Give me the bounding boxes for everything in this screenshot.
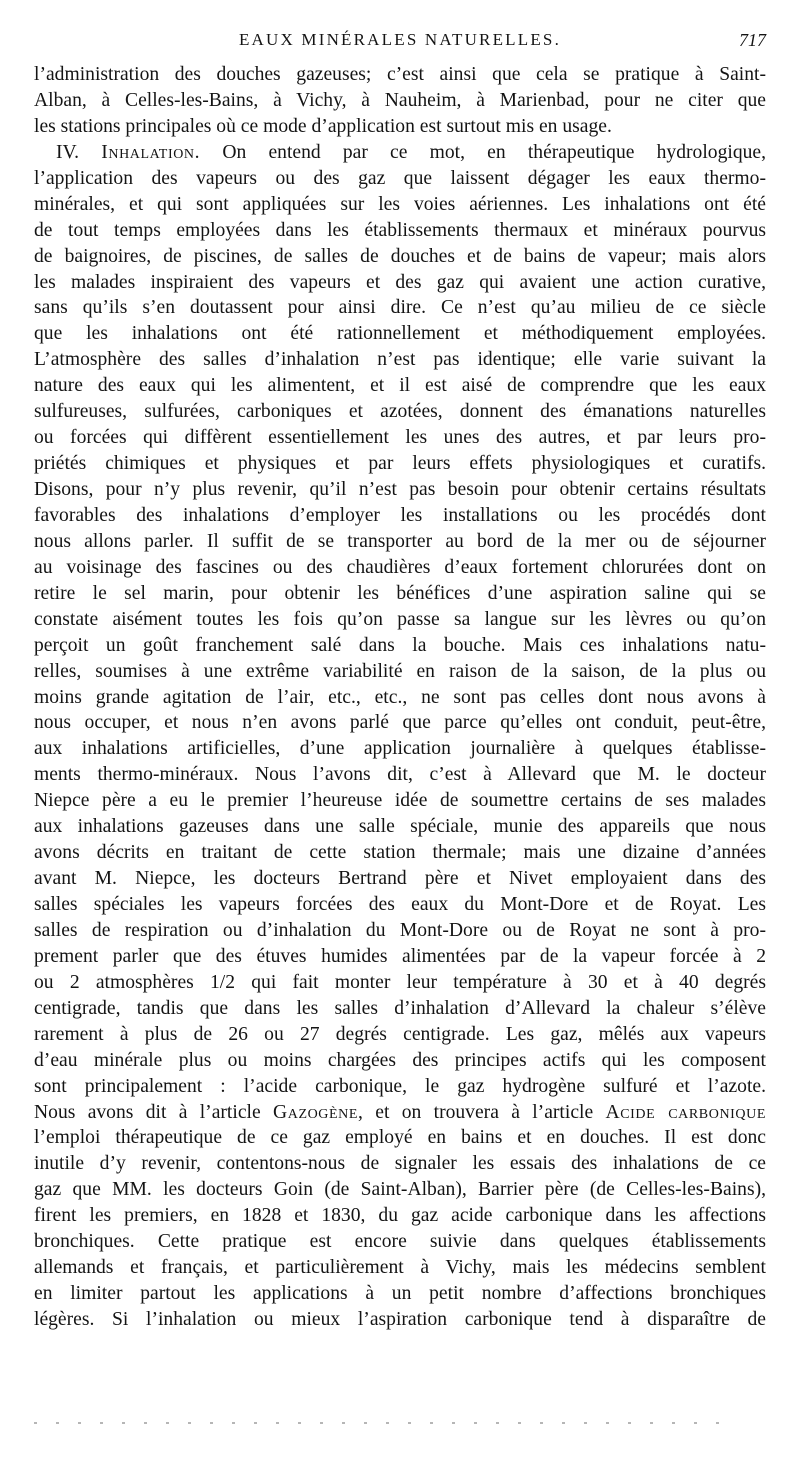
text-line: priétés chimiques et physiques et par leurs effets physiologiques et curatifs. xyxy=(34,453,766,475)
text-line: perçoit un goût franchement salé dans la bouche. Mais ces inhalations natu- xyxy=(34,634,766,656)
text-line: sont principalement : l’acide carbonique, le gaz hydrogène sulfuré et l’azote. xyxy=(34,1075,766,1097)
text-line: gaz que MM. les docteurs Goin (de Saint-Alban), Barrier père (de Celles-les-Bains), xyxy=(34,1179,766,1201)
text-line: l’emploi thérapeutique de ce gaz employé en bains et en douches. Il est donc xyxy=(34,1127,766,1149)
text-line: de baignoires, de piscines, de salles de douches et de bains de vapeur; mais alors xyxy=(34,245,766,267)
section-number: IV. xyxy=(56,141,80,163)
cross-reference-term: Gazogène xyxy=(272,1101,359,1123)
text-line: constate aisément toutes les fois qu’on passe sa langue sur les lèvres ou qu’on xyxy=(34,608,766,630)
text-line: moins grande agitation de l’air, etc., etc., ne sont pas celles dont nous avons à xyxy=(34,686,766,708)
text-line: sulfureuses, sulfurées, carboniques et azotées, donnent des émanations naturelles xyxy=(34,401,766,423)
text-line: que les inhalations ont été rationnellement et méthodiquement employées. xyxy=(34,323,766,345)
text-line: bronchiques. Cette pratique est encore suivie dans quelques établissements xyxy=(34,1231,766,1253)
text-line: centigrade, tandis que dans les salles d’inhalation d’Allevard la chaleur s’élève xyxy=(34,997,766,1019)
text-line: minérales, et qui sont appliquées sur les voies aériennes. Les inhalations ont été xyxy=(34,193,766,215)
text-line: ou 2 atmosphères 1/2 qui fait monter leur température à 30 et à 40 degrés xyxy=(34,971,766,993)
text-line: rarement à plus de 26 ou 27 degrés centigrade. Les gaz, mêlés aux vapeurs xyxy=(34,1023,766,1045)
page-number: 717 xyxy=(739,30,766,50)
text-line: inutile d’y revenir, contentons-nous de signaler les essais des inhalations de ce xyxy=(34,1153,766,1175)
text-line: les stations principales où ce mode d’application est surtout mis en usage. xyxy=(34,115,612,137)
text-line: nature des eaux qui les alimentent, et il est aisé de comprendre que les eaux xyxy=(34,375,766,397)
text-line: ments thermo-minéraux. Nous l’avons dit, c’est à Allevard que M. le docteur xyxy=(34,764,766,786)
text-line: en limiter partout les applications à un petit nombre d’affections bronchiques xyxy=(34,1283,766,1305)
text-line: aux inhalations gazeuses dans une salle spéciale, munie des appareils que nous xyxy=(34,816,766,838)
text-line: ou forcées qui diffèrent essentiellement les unes des autres, et par leurs pro- xyxy=(34,427,766,449)
text-line: nous allons parler. Il suffit de se transporter au bord de la mer ou de séjourner xyxy=(34,530,766,552)
page-header xyxy=(34,30,766,56)
text-line: salles spéciales les vapeurs forcées des eaux du Mont-Dore et de Royat. Les xyxy=(34,894,766,915)
body-text xyxy=(34,62,766,1333)
text-line: firent les premiers, en 1828 et 1830, du gaz acide carbonique dans les affections xyxy=(34,1205,766,1227)
text-line: sans qu’ils s’en doutassent pour ainsi dire. Ce n’est qu’au milieu de ce siècle xyxy=(34,297,766,319)
text-line: Niepce père a eu le premier l’heureuse idée de soumettre certains de ses malades xyxy=(34,790,766,812)
text-line: avant M. Niepce, les docteurs Bertrand père et Nivet employaient dans des xyxy=(34,868,766,890)
text-line: nous occuper, et nous n’en avons parlé que parce qu’elles ont conduit, peut-être, xyxy=(34,712,766,734)
text-line: l’administration des douches gazeuses; c’est ainsi que cela se pratique à Saint- xyxy=(34,64,766,85)
text-fragment: Nous avons dit à l’article xyxy=(34,1101,273,1123)
text-line: L’atmosphère des salles d’inhalation n’est pas identique; elle varie suivant la xyxy=(34,349,766,371)
text-line: favorables des inhalations d’employer les installations ou les procédés dont xyxy=(34,504,766,526)
cross-reference-term: Acide carbonique xyxy=(605,1101,766,1123)
text-line: relles, soumises à une extrême variabilité en raison de la saison, de la plus ou xyxy=(34,660,766,682)
text-fragment: , et on trouvera à l’article xyxy=(358,1101,606,1123)
text-line: aux inhalations artificielles, d’une application journalière à quelques établisse- xyxy=(34,738,766,760)
text-line: les malades inspiraient des vapeurs et des gaz qui avaient une action curative, xyxy=(34,271,766,293)
section-heading: Inhalation. xyxy=(101,141,201,163)
text-line: Disons, pour n’y plus revenir, qu’il n’est pas besoin pour obtenir certains résultats xyxy=(34,479,766,500)
text-line: retire le sel marin, pour obtenir les bénéfices d’une aspiration saline qui se xyxy=(34,582,766,604)
text-line: Alban, à Celles-les-Bains, à Vichy, à Nauheim, à Marienbad, pour ne citer que xyxy=(34,89,766,111)
section-heading-line xyxy=(34,140,766,166)
cross-reference-line xyxy=(34,1100,766,1126)
running-title: EAUX MINÉRALES NATURELLES. xyxy=(238,30,562,49)
text-line: prement parler que des étuves humides alimentées par de la vapeur forcée à 2 xyxy=(34,945,766,967)
text-line: l’application des vapeurs ou des gaz que laissent dégager les eaux thermo- xyxy=(34,167,766,189)
text-line: au voisinage des fascines ou des chaudières d’eaux fortement chlorurées dont on xyxy=(34,556,766,578)
text-line: allemands et français, et particulièrement à Vichy, mais les médecins semblent xyxy=(34,1257,766,1279)
text-line: légères. Si l’inhalation ou mieux l’aspiration carbonique tend à disparaître de xyxy=(34,1309,766,1330)
text-line: avons décrits en traitant de cette station thermale; mais une dizaine d’années xyxy=(34,842,766,864)
text-line: de tout temps employées dans les établissements thermaux et minéraux pourvus xyxy=(34,219,766,241)
text-line: d’eau minérale plus ou moins chargées des principes actifs qui les composent xyxy=(34,1049,766,1071)
scan-residue-divider xyxy=(34,1422,734,1424)
text-fragment: On entend par ce mot, en thérapeutique hydrologique, xyxy=(222,141,766,163)
text-line: salles de respiration ou d’inhalation du Mont-Dore ou de Royat ne sont à pro- xyxy=(34,919,766,941)
